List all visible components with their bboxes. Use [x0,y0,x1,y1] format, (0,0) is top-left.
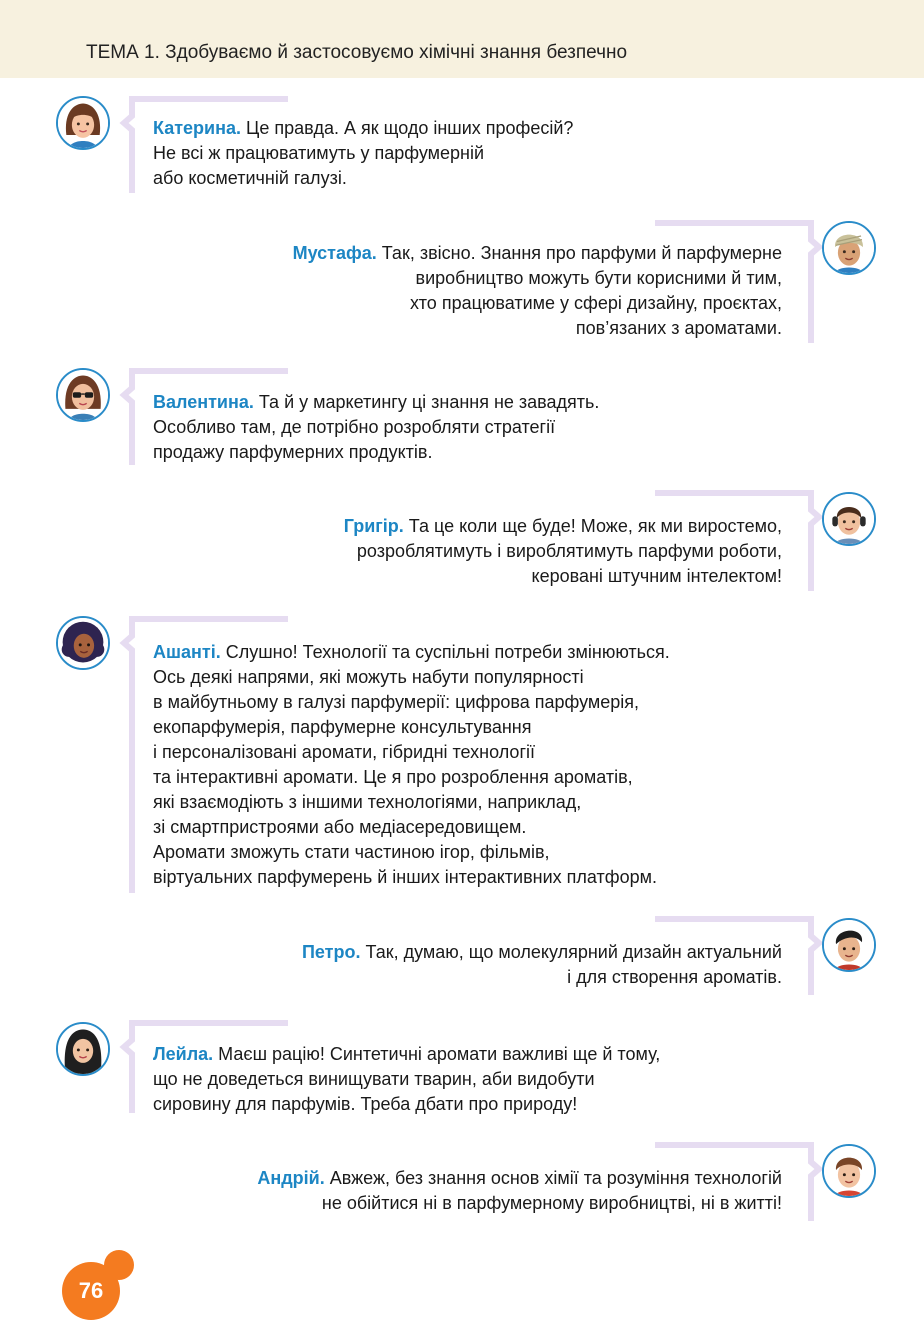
speaker-name: Андрій. [257,1168,325,1188]
boy-turban-face-icon [824,223,874,273]
dialogue-line: хто працюватиме у сфері дизайну, проєктах, [409,293,782,313]
dialogue-line: які взаємодіють з іншими технологіями, наприклад, [153,792,582,812]
boy-face-icon [824,1146,874,1196]
dialogue-valentyna [56,368,816,468]
dialogue-line: або косметичній галузі. [153,168,347,188]
dialogue-andrii [100,1142,880,1224]
dialogue-leila [56,1020,836,1116]
dialogue-line: виробництво можуть бути корисними й тим, [415,268,782,288]
speaker-name: Валентина. [153,392,254,412]
page-header [0,0,924,78]
boy-face-icon [824,920,874,970]
speaker-name: Григір. [343,516,404,536]
dialogue-katerina [56,96,816,196]
avatar-petro [822,918,876,972]
dialogue-ashanti [56,616,836,896]
speaker-name: Ашанті. [153,642,221,662]
dialogue-line: Ось деякі напрями, які можуть набути популярності [153,667,584,687]
dialogue-mustafa [100,220,880,346]
dialogue-line: Слушно! Технології та суспільні потреби змінюються. [225,642,670,662]
dialogue-petro [100,916,880,998]
dialogue-hryhir [100,490,880,594]
dialogue-line: Та й у маркетингу ці знання не завадять. [258,392,600,412]
speaker-name: Мустафа. [292,243,377,263]
avatar-katerina [56,96,110,150]
girl-face-icon [58,98,108,148]
speaker-name: Лейла. [153,1044,214,1064]
header-title: ТЕМА 1. Здобуваємо й застосовуємо хімічні знання безпечно [86,42,628,63]
girl-curly-hair-face-icon [58,618,108,668]
avatar-andrii [822,1144,876,1198]
dialogue-line: продажу парфумерних продуктів. [153,442,433,462]
avatar-valentyna [56,368,110,422]
girl-sunglasses-face-icon [58,370,108,420]
dialogue-line: в майбутньому в галузі парфумерії: цифрова парфумерія, [153,692,640,712]
dialogue-line: Це правда. А як щодо інших професій? [246,118,574,138]
page-number: 76 [62,1262,120,1320]
dialogue-line: Не всі ж працюватимуть у парфумерній [153,143,485,163]
dialogue-line: Аромати зможуть стати частиною ігор, фільмів, [153,842,550,862]
girl-hijab-face-icon [58,1024,108,1074]
avatar-hryhir [822,492,876,546]
dialogue-line: і для створення ароматів. [567,967,782,987]
dialogue-line: Так, думаю, що молекулярний дизайн актуальний [365,942,782,962]
dialogue-line: віртуальних парфумерень й інших інтерактивних платформ. [153,867,657,887]
dialogue-line: розроблятимуть і вироблятимуть парфуми роботи, [356,541,782,561]
dialogue-line: і персоналізовані аромати, гібридні технології [153,742,536,762]
avatar-leila [56,1022,110,1076]
dialogue-line: Авжеж, без знання основ хімії та розуміння технологій [329,1168,782,1188]
dialogue-line: Особливо там, де потрібно розробляти стратегії [153,417,556,437]
dialogue-line: пов’язаних з ароматами. [575,318,782,338]
dialogue-line: зі смартпристроями або медіасередовищем. [153,817,527,837]
dialogue-line: керовані штучним інтелектом! [531,566,782,586]
dialogue-line: Маєш рацію! Синтетичні аромати важливі ще й тому, [218,1044,661,1064]
speaker-name: Катерина. [153,118,241,138]
dialogue-line: та інтерактивні аромати. Це я про розроблення ароматів, [153,767,633,787]
dialogue-line: не обійтися ні в парфумерному виробництві, ні в житті! [321,1193,782,1213]
speaker-name: Петро. [301,942,361,962]
dialogue-line: що не доведеться винищувати тварин, аби видобути [153,1069,595,1089]
avatar-mustafa [822,221,876,275]
boy-headphones-face-icon [824,494,874,544]
dialogue-line: екопарфумерія, парфумерне консультування [153,717,532,737]
dialogue-line: сировину для парфумів. Треба дбати про природу! [153,1094,578,1114]
dialogue-line: Та це коли ще буде! Може, як ми виростемо, [408,516,782,536]
avatar-ashanti [56,616,110,670]
dialogue-line: Так, звісно. Знання про парфуми й парфумерне [381,243,782,263]
